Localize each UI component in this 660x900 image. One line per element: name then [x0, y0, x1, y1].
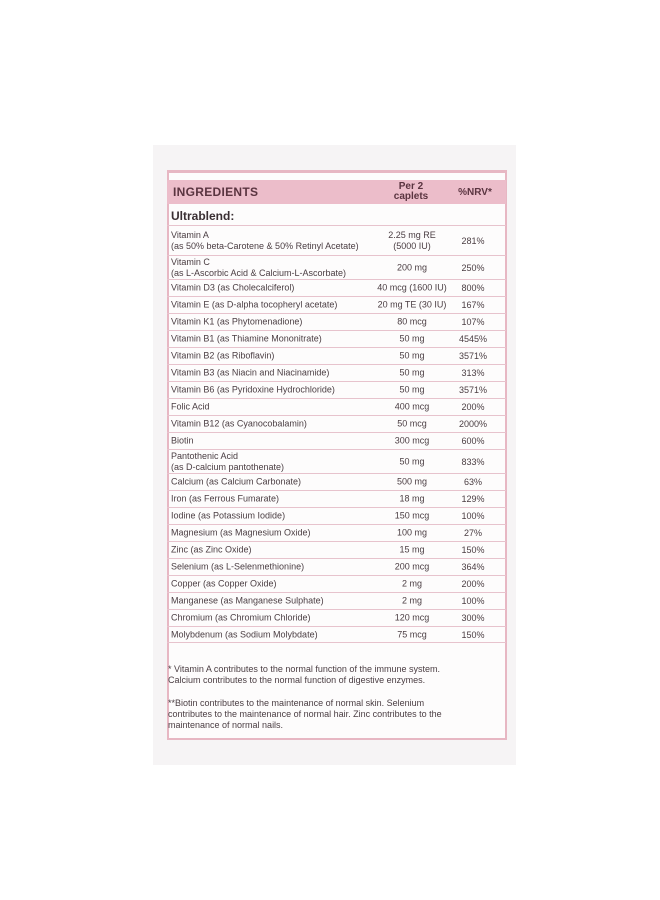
ingredient-name [171, 579, 381, 590]
nrv-heading: %NRV* [458, 186, 492, 198]
ingredient-nrv: 2000% [458, 419, 488, 429]
ingredient-nrv: 4545% [458, 334, 488, 344]
ingredient-name [171, 528, 381, 539]
ingredient-name [171, 300, 381, 311]
ingredient-name-line1: Vitamin B2 (as Riboflavin) [171, 350, 275, 361]
ingredient-nrv: 200% [461, 579, 485, 589]
ingredient-amount-line1: 100 mg [396, 527, 428, 538]
ingredient-name [171, 494, 381, 505]
ingredient-name-line1: Pantothenic Acid [171, 450, 239, 461]
ingredient-name-line1: Calcium (as Calcium Carbonate) [171, 476, 302, 487]
ingredient-nrv: 150% [461, 545, 485, 555]
ingredient-name [171, 419, 381, 430]
table-row [167, 432, 506, 449]
table-row [167, 626, 506, 643]
ingredient-name-line2: (as L-Ascorbic Acid & Calcium-L-Ascorbate) [171, 267, 347, 278]
ingredient-amount-line1: 50 mg [399, 367, 425, 378]
footnote-1-line1: * Vitamin A contributes to the normal function of the immune system. [168, 664, 440, 674]
ingredient-amount-line1: 2 mg [401, 578, 422, 589]
ingredient-name-line2: (as D-calcium pantothenate) [171, 461, 285, 472]
ingredient-amount [377, 402, 447, 413]
footnote-1 [168, 664, 498, 686]
ingredients-heading: INGREDIENTS [173, 185, 259, 199]
ingredient-amount-line1: 50 mg [399, 333, 425, 344]
table-row [167, 313, 506, 330]
ingredient-amount [377, 579, 447, 590]
ingredient-amount-line1: 2 mg [401, 595, 422, 606]
ingredient-amount-line1: 2.25 mg RE [388, 229, 436, 240]
table-row [167, 575, 506, 592]
footnote-2-line1: **Biotin contributes to the maintenance of normal skin. Selenium [168, 698, 425, 708]
ingredient-amount [377, 477, 447, 488]
table-row [167, 296, 506, 313]
ingredient-name-line1: Vitamin B6 (as Pyridoxine Hydrochloride) [171, 384, 335, 395]
ingredient-nrv: 150% [461, 629, 485, 640]
ingredient-nrv: 600% [461, 436, 485, 446]
table-row [167, 592, 506, 609]
per-serving-line2: caplets [393, 191, 429, 202]
ingredient-name [171, 257, 381, 279]
ingredient-nrv: 129% [461, 494, 485, 504]
ingredient-name [171, 283, 381, 294]
ingredient-name [171, 596, 381, 607]
table-row [167, 473, 506, 490]
ingredient-name-line1: Biotin [171, 435, 194, 446]
ingredient-amount-line1: 50 mg [399, 350, 425, 361]
ingredient-nrv: 3571% [458, 385, 488, 395]
ingredient-name [171, 545, 381, 556]
ingredient-amount [377, 230, 447, 252]
ingredient-name [171, 613, 381, 624]
ingredient-amount-line1: 50 mg [399, 456, 425, 466]
table-header [167, 180, 506, 204]
ingredient-amount [377, 494, 447, 505]
ingredient-name-line1: Chromium (as Chromium Chloride) [171, 612, 311, 623]
ingredient-amount-line1: 80 mcg [397, 316, 427, 327]
ingredient-name-line1: Copper (as Copper Oxide) [171, 578, 277, 589]
ingredient-amount [377, 385, 447, 396]
ingredient-amount [377, 456, 447, 467]
table-row [167, 398, 506, 415]
table-row [167, 415, 506, 432]
table-row [167, 225, 506, 255]
ingredient-amount [377, 317, 447, 328]
ingredient-amount-line1: 18 mg [399, 493, 425, 504]
ingredient-amount [377, 613, 447, 624]
ingredient-name [171, 511, 381, 522]
table-row [167, 609, 506, 626]
ingredient-amount-line1: 40 mcg (1600 IU) [377, 282, 447, 293]
ingredient-amount-line1: 200 mg [396, 262, 428, 272]
ingredient-amount [377, 283, 447, 294]
ingredient-name-line1: Selenium (as L-Selenmethionine) [171, 561, 305, 572]
table-row [167, 347, 506, 364]
ingredient-amount-line1: 15 mg [399, 544, 425, 555]
ingredient-amount [377, 300, 447, 311]
table-row [167, 279, 506, 296]
ingredient-name-line1: Magnesium (as Magnesium Oxide) [171, 527, 311, 538]
ingredient-amount-line1: 150 mcg [394, 510, 430, 521]
ingredient-nrv: 300% [461, 613, 485, 623]
ingredient-name-line1: Zinc (as Zinc Oxide) [171, 544, 252, 555]
ingredient-name-line2: (as 50% beta-Carotene & 50% Retinyl Acetate) [171, 240, 359, 251]
footnote-1-line2: Calcium contributes to the normal function of digestive enzymes. [168, 675, 426, 685]
ingredient-amount [377, 596, 447, 607]
ingredient-name-line1: Molybdenum (as Sodium Molybdate) [171, 629, 318, 639]
ingredient-amount [377, 419, 447, 430]
ingredient-amount-line1: 50 mcg [397, 418, 427, 429]
per-serving-heading [388, 182, 434, 202]
ingredient-amount-line1: 75 mcg [397, 629, 427, 639]
ingredient-name [171, 230, 381, 252]
ingredient-nrv: 200% [461, 402, 485, 412]
footnote-2-line3: maintenance of normal nails. [168, 720, 284, 730]
table-row [167, 507, 506, 524]
ingredient-amount [377, 629, 447, 640]
ingredient-name [171, 402, 381, 413]
ingredient-name-line1: Vitamin C [171, 256, 210, 267]
ingredient-nrv: 27% [463, 528, 482, 538]
ingredient-name-line1: Vitamin A [171, 229, 209, 240]
blend-title: Ultrablend: [171, 209, 235, 223]
ingredient-name [171, 334, 381, 345]
ingredient-amount-line1: 20 mg TE (30 IU) [377, 299, 447, 310]
ingredient-name-line1: Vitamin B12 (as Cyanocobalamin) [171, 418, 307, 429]
ingredient-name-line1: Iodine (as Potassium Iodide) [171, 510, 286, 521]
ingredient-amount [377, 545, 447, 556]
ingredient-nrv: 167% [461, 300, 485, 310]
ingredient-amount [377, 351, 447, 362]
ingredient-nrv: 3571% [458, 351, 488, 361]
ingredient-amount [377, 334, 447, 345]
table-row [167, 449, 506, 473]
ingredient-nrv: 313% [461, 368, 485, 378]
ingredient-nrv: 250% [461, 262, 485, 273]
ingredient-amount [377, 528, 447, 539]
ingredient-nrv: 107% [461, 317, 485, 327]
ingredient-amount [377, 262, 447, 273]
footnote-2-line2: contributes to the maintenance of normal hair. Zinc contributes to the [168, 709, 442, 719]
footnote-2 [168, 698, 498, 731]
ingredient-name-line1: Iron (as Ferrous Fumarate) [171, 493, 280, 504]
table-row [167, 541, 506, 558]
ingredient-amount [377, 562, 447, 573]
table-row [167, 524, 506, 541]
ingredient-name-line1: Vitamin B1 (as Thiamine Mononitrate) [171, 333, 322, 344]
ingredient-amount [377, 511, 447, 522]
ingredient-nrv: 63% [463, 477, 482, 487]
ingredient-name-line1: Vitamin D3 (as Cholecalciferol) [171, 282, 295, 293]
ingredient-nrv: 364% [461, 562, 485, 572]
ingredient-name-line1: Vitamin B3 (as Niacin and Niacinamide) [171, 367, 330, 378]
ingredient-amount-line1: 200 mcg [394, 561, 430, 572]
ingredient-name [171, 562, 381, 573]
ingredient-name [171, 451, 381, 473]
ingredient-name [171, 368, 381, 379]
ingredient-name-line1: Folic Acid [171, 401, 210, 412]
ingredient-name-line1: Manganese (as Manganese Sulphate) [171, 595, 324, 606]
ingredient-name-line1: Vitamin K1 (as Phytomenadione) [171, 316, 303, 327]
ingredient-amount [377, 368, 447, 379]
ingredient-name [171, 436, 381, 447]
ingredient-name [171, 385, 381, 396]
per-serving-line1: Per 2 [398, 181, 424, 192]
ingredient-amount-line1: 300 mcg [394, 435, 430, 446]
table-row [167, 364, 506, 381]
ingredient-amount-line2: (5000 IU) [393, 240, 431, 251]
ingredient-nrv: 281% [461, 235, 485, 246]
ingredient-nrv: 800% [461, 283, 485, 293]
table-row [167, 558, 506, 575]
ingredient-nrv: 100% [461, 596, 485, 606]
table-row [167, 330, 506, 347]
ingredient-amount [377, 436, 447, 447]
ingredient-name [171, 317, 381, 328]
ingredient-name [171, 351, 381, 362]
table-row [167, 381, 506, 398]
ingredient-amount-line1: 400 mcg [394, 401, 430, 412]
ingredient-nrv: 833% [461, 456, 485, 467]
ingredient-amount-line1: 500 mg [396, 476, 428, 487]
ingredient-name [171, 477, 381, 488]
table-row [167, 490, 506, 507]
table-row [167, 255, 506, 279]
ingredient-amount-line1: 50 mg [399, 384, 425, 395]
ingredient-name [171, 629, 381, 640]
ingredient-amount-line1: 120 mcg [394, 612, 430, 623]
ingredients-table [167, 225, 506, 643]
ingredient-name-line1: Vitamin E (as D-alpha tocopheryl acetate) [171, 299, 338, 310]
ingredient-nrv: 100% [461, 511, 485, 521]
